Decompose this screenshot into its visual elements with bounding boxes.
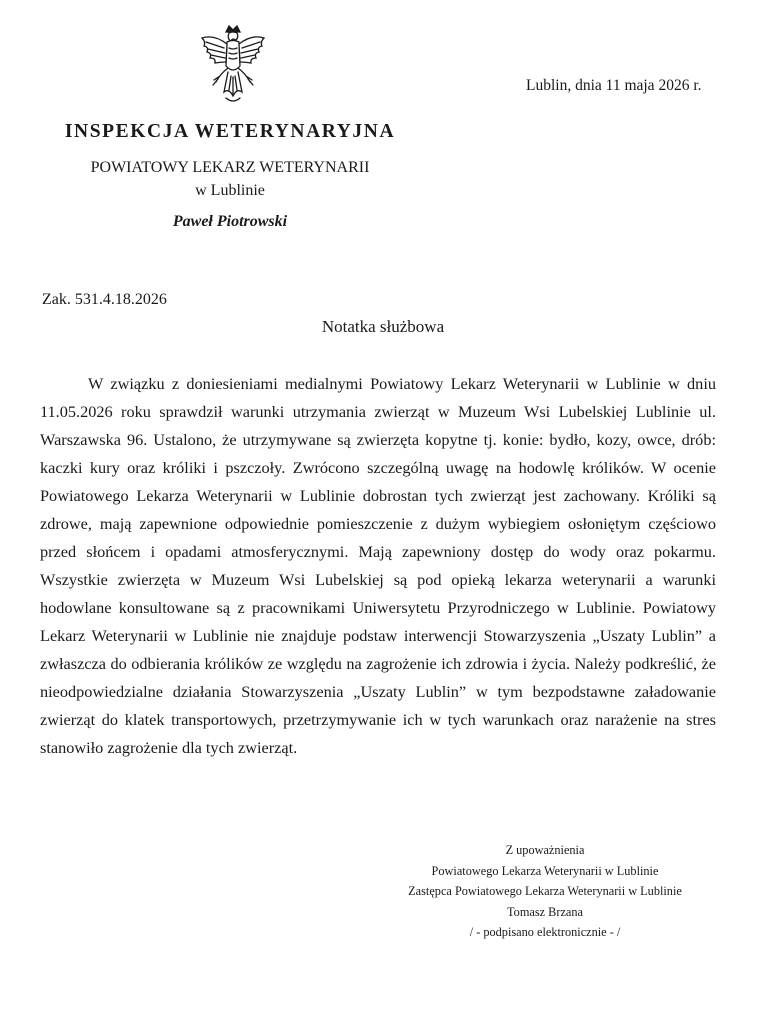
signature-authority: Powiatowego Lekarza Weterynarii w Lublinie <box>431 863 659 878</box>
office-title: POWIATOWY LEKARZ WETERYNARII <box>90 159 370 176</box>
office-header <box>30 156 430 202</box>
signature-block <box>360 840 730 943</box>
signature-authorization: Z upoważnienia <box>505 843 585 857</box>
electronic-signature-note: / - podpisano elektronicznie - / <box>469 925 621 939</box>
eagle-emblem-icon <box>196 22 270 108</box>
institution-name: INSPEKCJA WETERYNARYJNA <box>64 121 396 142</box>
signatory-name: Tomasz Brzana <box>507 904 583 919</box>
signature-position: Zastępca Powiatowego Lekarza Weterynarii w Lublinie <box>408 884 682 898</box>
document-body: W związku z doniesieniami medialnymi Powiatowy Lekarz Weterynarii w Lublinie w dniu 11.05.2026 roku sprawdził warunki utrzymania zwierząt w Muzeum Wsi Lubelskiej Lublinie ul. Warszawska 96. Ustalono, że utrzymywane są zwierzęta kopytne tj. konie: bydło, kozy, owce, drób: kaczki kury oraz króliki i pszczoły. Zwrócono szczególną uwagę na hodowlę królików. W ocenie Powiatowego Lekarza Weterynarii w Lublinie dobrostan tych zwierząt jest zachowany. Króliki są zdrowe, mają zapewnione odpowiednie pomieszczenie z dużym wybiegiem osłoniętym częściowo przed słońcem i opadami atmosferycznymi. Mają zapewniony dostęp do wody oraz pokarmu. Wszystkie zwierzęta w Muzeum Wsi Lubelskiej są pod opieką lekarza weterynarii a warunki hodowlane konsultowane są z pracownikami Uniwersytetu Przyrodniczego w Lublinie. Powiatowy Lekarz Weterynarii w Lublinie nie znajduje podstaw interwencji Stowarzyszenia „Uszaty Lublin” a zwłaszcza do odbierania królików ze względu na zagrożenie ich zdrowia i życia. Należy podkreślić, że nieodpowiedzialne działania Stowarzyszenia „Uszaty Lublin” w tym bezpodstawne załadowanie zwierząt do klatek transportowych, przetrzymywanie ich w tych warunkach oraz narażenie na stres stanowiło zagrożenie dla tych zwierząt. <box>40 374 716 757</box>
document-date: Lublin, dnia 11 maja 2026 r. <box>526 77 702 94</box>
case-number: Zak. 531.4.18.2026 <box>42 291 167 308</box>
head-officer-name: Paweł Piotrowski <box>172 213 288 230</box>
office-location: w Lublinie <box>195 182 265 199</box>
document-title: Notatka służbowa <box>321 317 445 336</box>
